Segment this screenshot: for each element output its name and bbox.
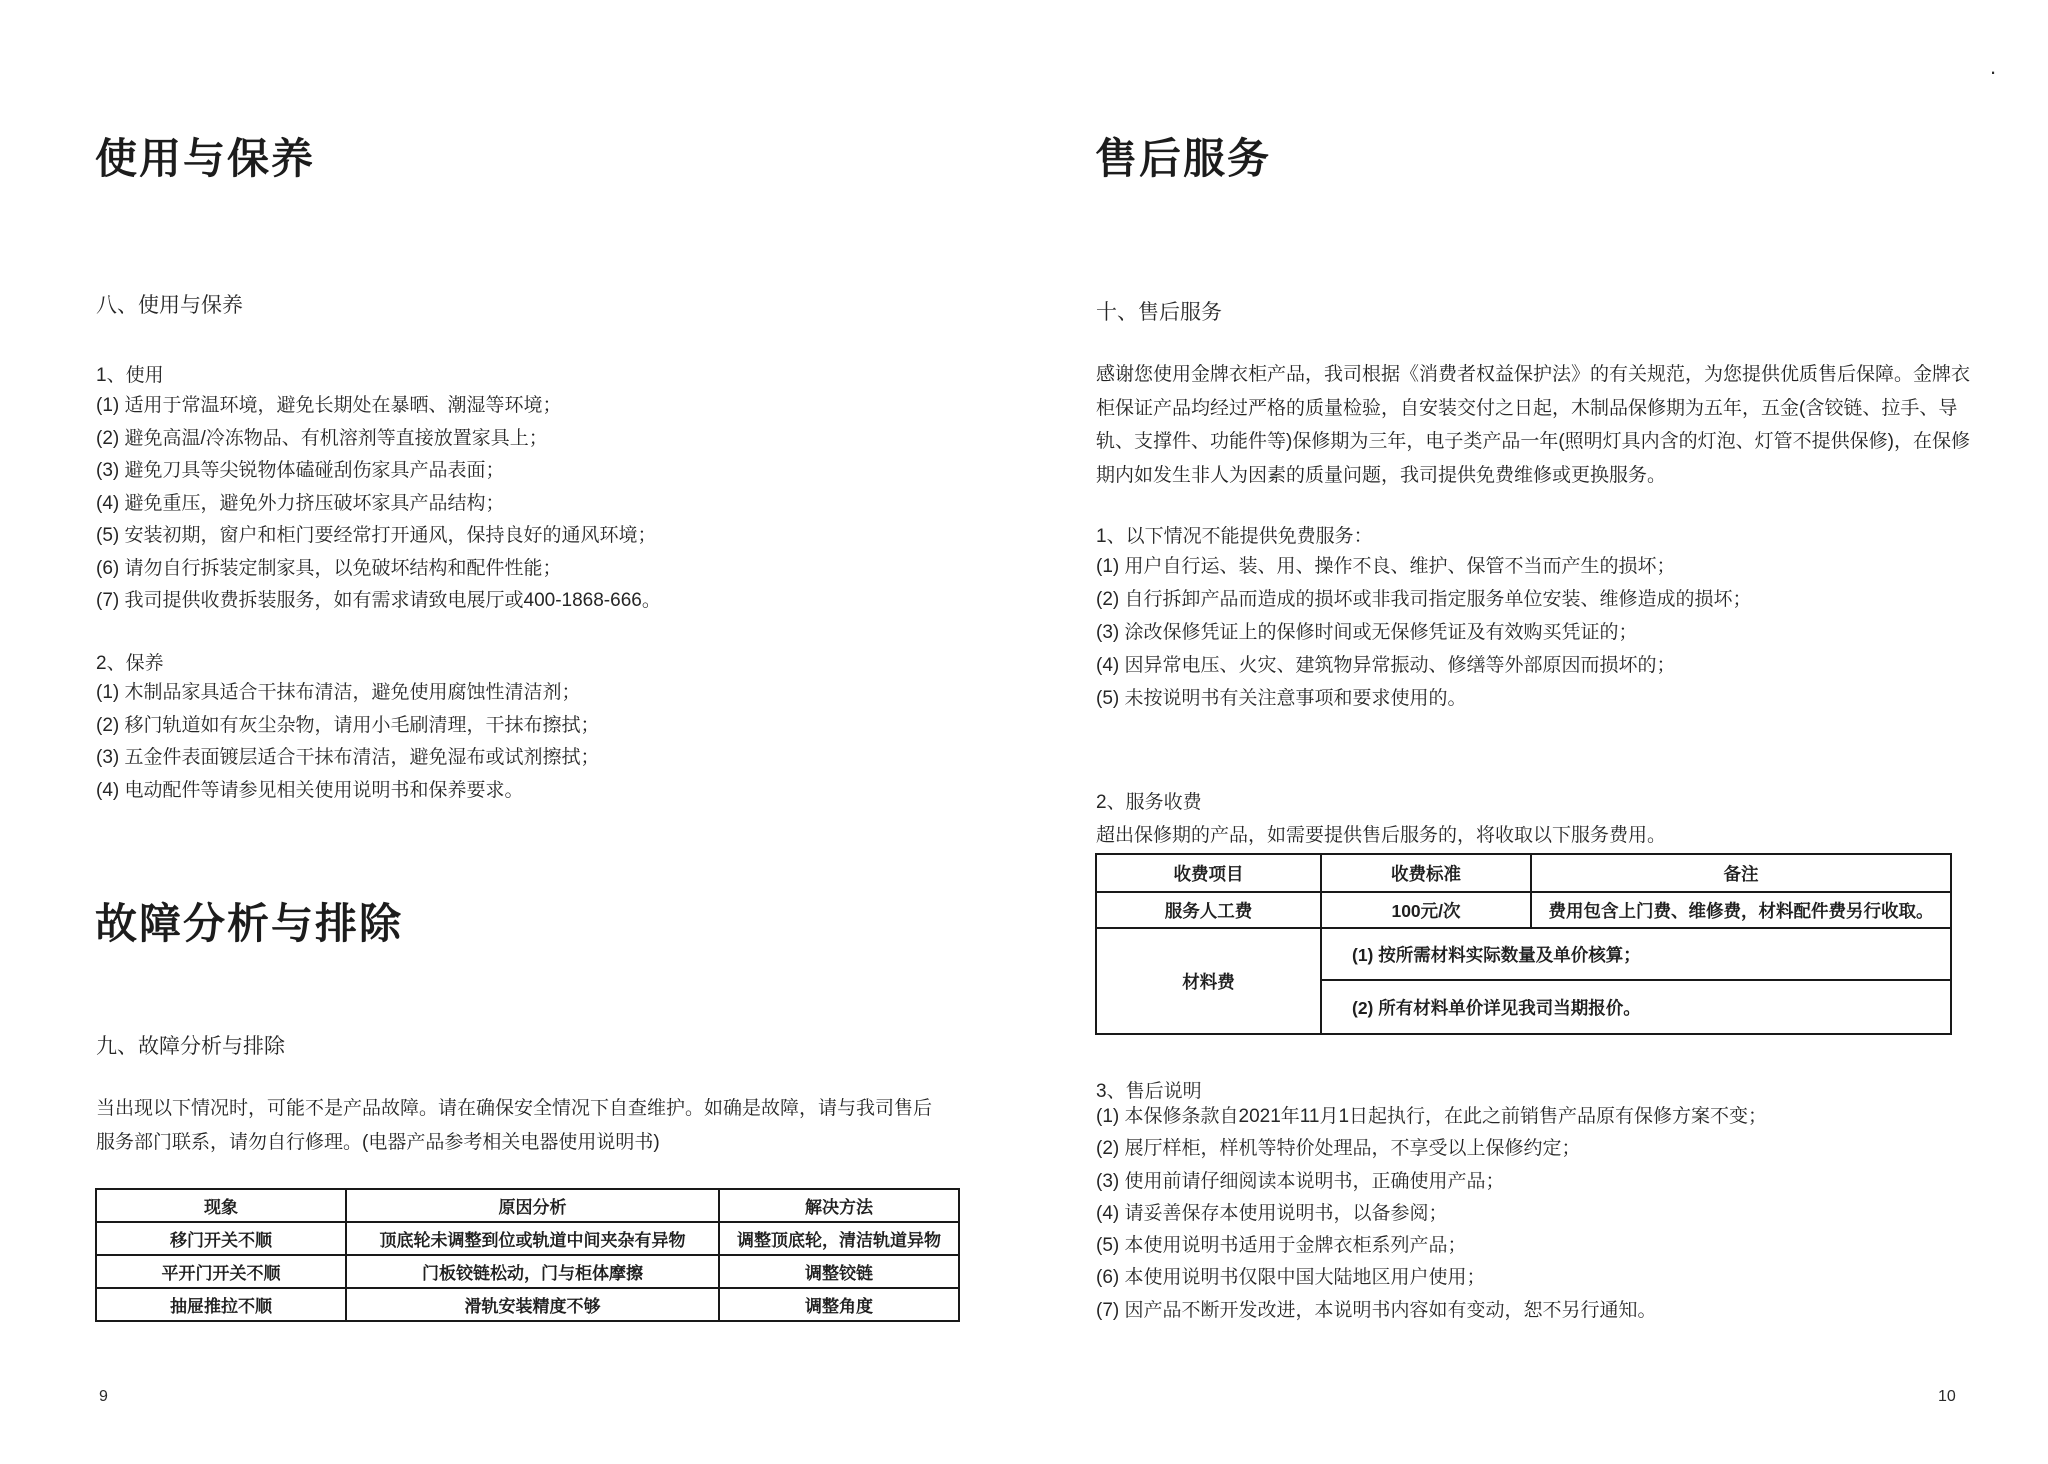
use-list [96, 390, 661, 618]
fees-table [1095, 853, 1952, 1035]
table-cell: 移门开关不顺 [96, 1222, 346, 1255]
list-item: (1) 适用于常温环境，避免长期处在暴晒、潮湿等环境； [96, 395, 562, 416]
table-cell: 顶底轮未调整到位或轨道中间夹杂有异物 [346, 1222, 719, 1255]
list-item: (1) 用户自行运、装、用、操作不良、维护、保管不当而产生的损坏； [1096, 556, 1676, 577]
table-header-cell: 原因分析 [346, 1189, 719, 1222]
table-header-cell: 解决方法 [719, 1189, 959, 1222]
paragraph-line: 感谢您使用金牌衣柜产品，我司根据《消费者权益保护法》的有关规范，为您提供优质售后保障。金牌衣 [1096, 364, 1971, 385]
table-cell: 材料费 [1096, 928, 1321, 1034]
list-item: (3) 避免刀具等尖锐物体磕碰刮伤家具产品表面； [96, 460, 505, 481]
fault-paragraph [96, 1092, 932, 1160]
fees-subheading: 2、服务收费 [1096, 792, 1202, 813]
paragraph-line: 当出现以下情况时，可能不是产品故障。请在确保安全情况下自查维护。如确是故障，请与我司售后 [96, 1098, 933, 1119]
list-item: (5) 未按说明书有关注意事项和要求使用的。 [1096, 688, 1467, 709]
list-item: (4) 避免重压，避免外力挤压破坏家具产品结构； [96, 492, 505, 514]
list-item: (3) 涂改保修凭证上的保修时间或无保修凭证及有效购买凭证的； [1096, 622, 1638, 643]
section-heading-usage: 八、使用与保养 [96, 294, 243, 317]
corner-dot: . [1990, 54, 1997, 79]
list-item: (6) 请勿自行拆装定制家具，以免破坏结构和配件性能； [96, 557, 562, 579]
list-item: (3) 使用前请仔细阅读本说明书，正确使用产品； [1096, 1170, 1505, 1192]
list-item: (1) 木制品家具适合干抹布清洁，避免使用腐蚀性清洁剂； [96, 682, 581, 703]
list-item: (1) 本保修条款自2021年11月1日起执行，在此之前销售产品原有保修方案不变； [1096, 1106, 1768, 1127]
list-item: (5) 安装初期，窗户和柜门要经常打开通风，保持良好的通风环境； [96, 525, 657, 546]
fees-intro: 超出保修期的产品，如需要提供售后服务的，将收取以下服务费用。 [1096, 825, 1667, 846]
list-item: (5) 本使用说明书适用于金牌衣柜系列产品； [1096, 1235, 1467, 1257]
notes-list [1096, 1101, 1767, 1327]
table-row [96, 1288, 959, 1321]
list-item: (7) 我司提供收费拆装服务，如有需求请致电展厅或400-1868-666。 [96, 590, 661, 611]
list-item: (2) 自行拆卸产品而造成的损坏或非我司指定服务单位安装、维修造成的损坏； [1096, 589, 1752, 610]
section-heading-service: 十、售后服务 [1096, 301, 1222, 324]
list-item: (4) 因异常电压、火灾、建筑物异常振动、修缮等外部原因而损坏的； [1096, 655, 1676, 676]
table-header-cell: 收费项目 [1096, 854, 1321, 892]
table-row [96, 1255, 959, 1288]
care-subheading: 2、保养 [96, 653, 164, 674]
section-heading-fault: 九、故障分析与排除 [96, 1035, 285, 1058]
table-header-cell: 备注 [1531, 854, 1951, 892]
table-header-row [1096, 854, 1951, 892]
table-cell: 调整角度 [719, 1288, 959, 1321]
paragraph-line: 轨、支撑件、功能件等)保修期为三年，电子类产品一年(照明灯具内含的灯泡、灯管不提供保修)，在保修 [1096, 431, 1970, 452]
table-header-cell: 收费标准 [1321, 854, 1531, 892]
list-item: (4) 电动配件等请参见相关使用说明书和保养要求。 [96, 779, 524, 801]
fault-table [95, 1188, 960, 1322]
list-item: (2) 展厅样柜，样机等特价处理品，不享受以上保修约定； [1096, 1138, 1581, 1160]
table-cell: 调整顶底轮，清洁轨道异物 [719, 1222, 959, 1255]
page-title-usage: 使用与保养 [95, 135, 316, 182]
table-header-row [96, 1189, 959, 1222]
free-service-list [1096, 550, 1752, 715]
table-row [1096, 928, 1951, 980]
table-header-cell: 现象 [96, 1189, 346, 1222]
page-title-fault: 故障分析与排除 [95, 900, 404, 947]
table-cell: 100元/次 [1321, 892, 1531, 928]
table-cell: 费用包含上门费、维修费，材料配件费另行收取。 [1531, 892, 1951, 928]
paragraph-line: 期内如发生非人为因素的质量问题，我司提供免费维修或更换服务。 [1096, 464, 1667, 486]
table-cell: 平开门开关不顺 [96, 1255, 346, 1288]
list-item: (4) 请妥善保存本使用说明书，以备参阅； [1096, 1202, 1448, 1224]
table-row [96, 1222, 959, 1255]
care-list [96, 677, 600, 807]
paragraph-line: 柜保证产品均经过严格的质量检验，自安装交付之日起，木制品保修期为五年，五金(含铰链、拉手、导 [1096, 397, 1958, 419]
service-paragraph [1096, 358, 1970, 492]
list-item: (7) 因产品不断开发改进，本说明书内容如有变动，恕不另行通知。 [1096, 1299, 1657, 1321]
page-number-left: 9 [99, 1388, 108, 1405]
table-cell: (1) 按所需材料实际数量及单价核算； [1321, 928, 1951, 980]
list-item: (6) 本使用说明书仅限中国大陆地区用户使用； [1096, 1267, 1486, 1289]
page-title-service: 售后服务 [1095, 135, 1272, 182]
table-cell: 调整铰链 [719, 1255, 959, 1288]
table-cell: 门板铰链松动，门与柜体摩擦 [346, 1255, 719, 1288]
list-item: (2) 移门轨道如有灰尘杂物，请用小毛刷清理，干抹布擦拭； [96, 714, 600, 736]
table-cell: 抽屉推拉不顺 [96, 1288, 346, 1321]
use-subheading: 1、使用 [96, 365, 164, 386]
table-row [1096, 892, 1951, 928]
table-cell: 服务人工费 [1096, 892, 1321, 928]
list-item: (2) 避免高温/冷冻物品、有机溶剂等直接放置家具上； [96, 427, 548, 449]
list-item: (3) 五金件表面镀层适合干抹布清洁，避免湿布或试剂擦拭； [96, 747, 600, 768]
table-cell: (2) 所有材料单价详见我司当期报价。 [1321, 980, 1951, 1034]
paragraph-line: 服务部门联系，请勿自行修理。(电器产品参考相关电器使用说明书) [96, 1132, 660, 1153]
notes-subheading: 3、售后说明 [1096, 1081, 1202, 1102]
free-service-subheading: 1、以下情况不能提供免费服务： [1096, 526, 1373, 547]
table-cell: 滑轨安装精度不够 [346, 1288, 719, 1321]
page-number-right: 10 [1938, 1388, 1956, 1405]
